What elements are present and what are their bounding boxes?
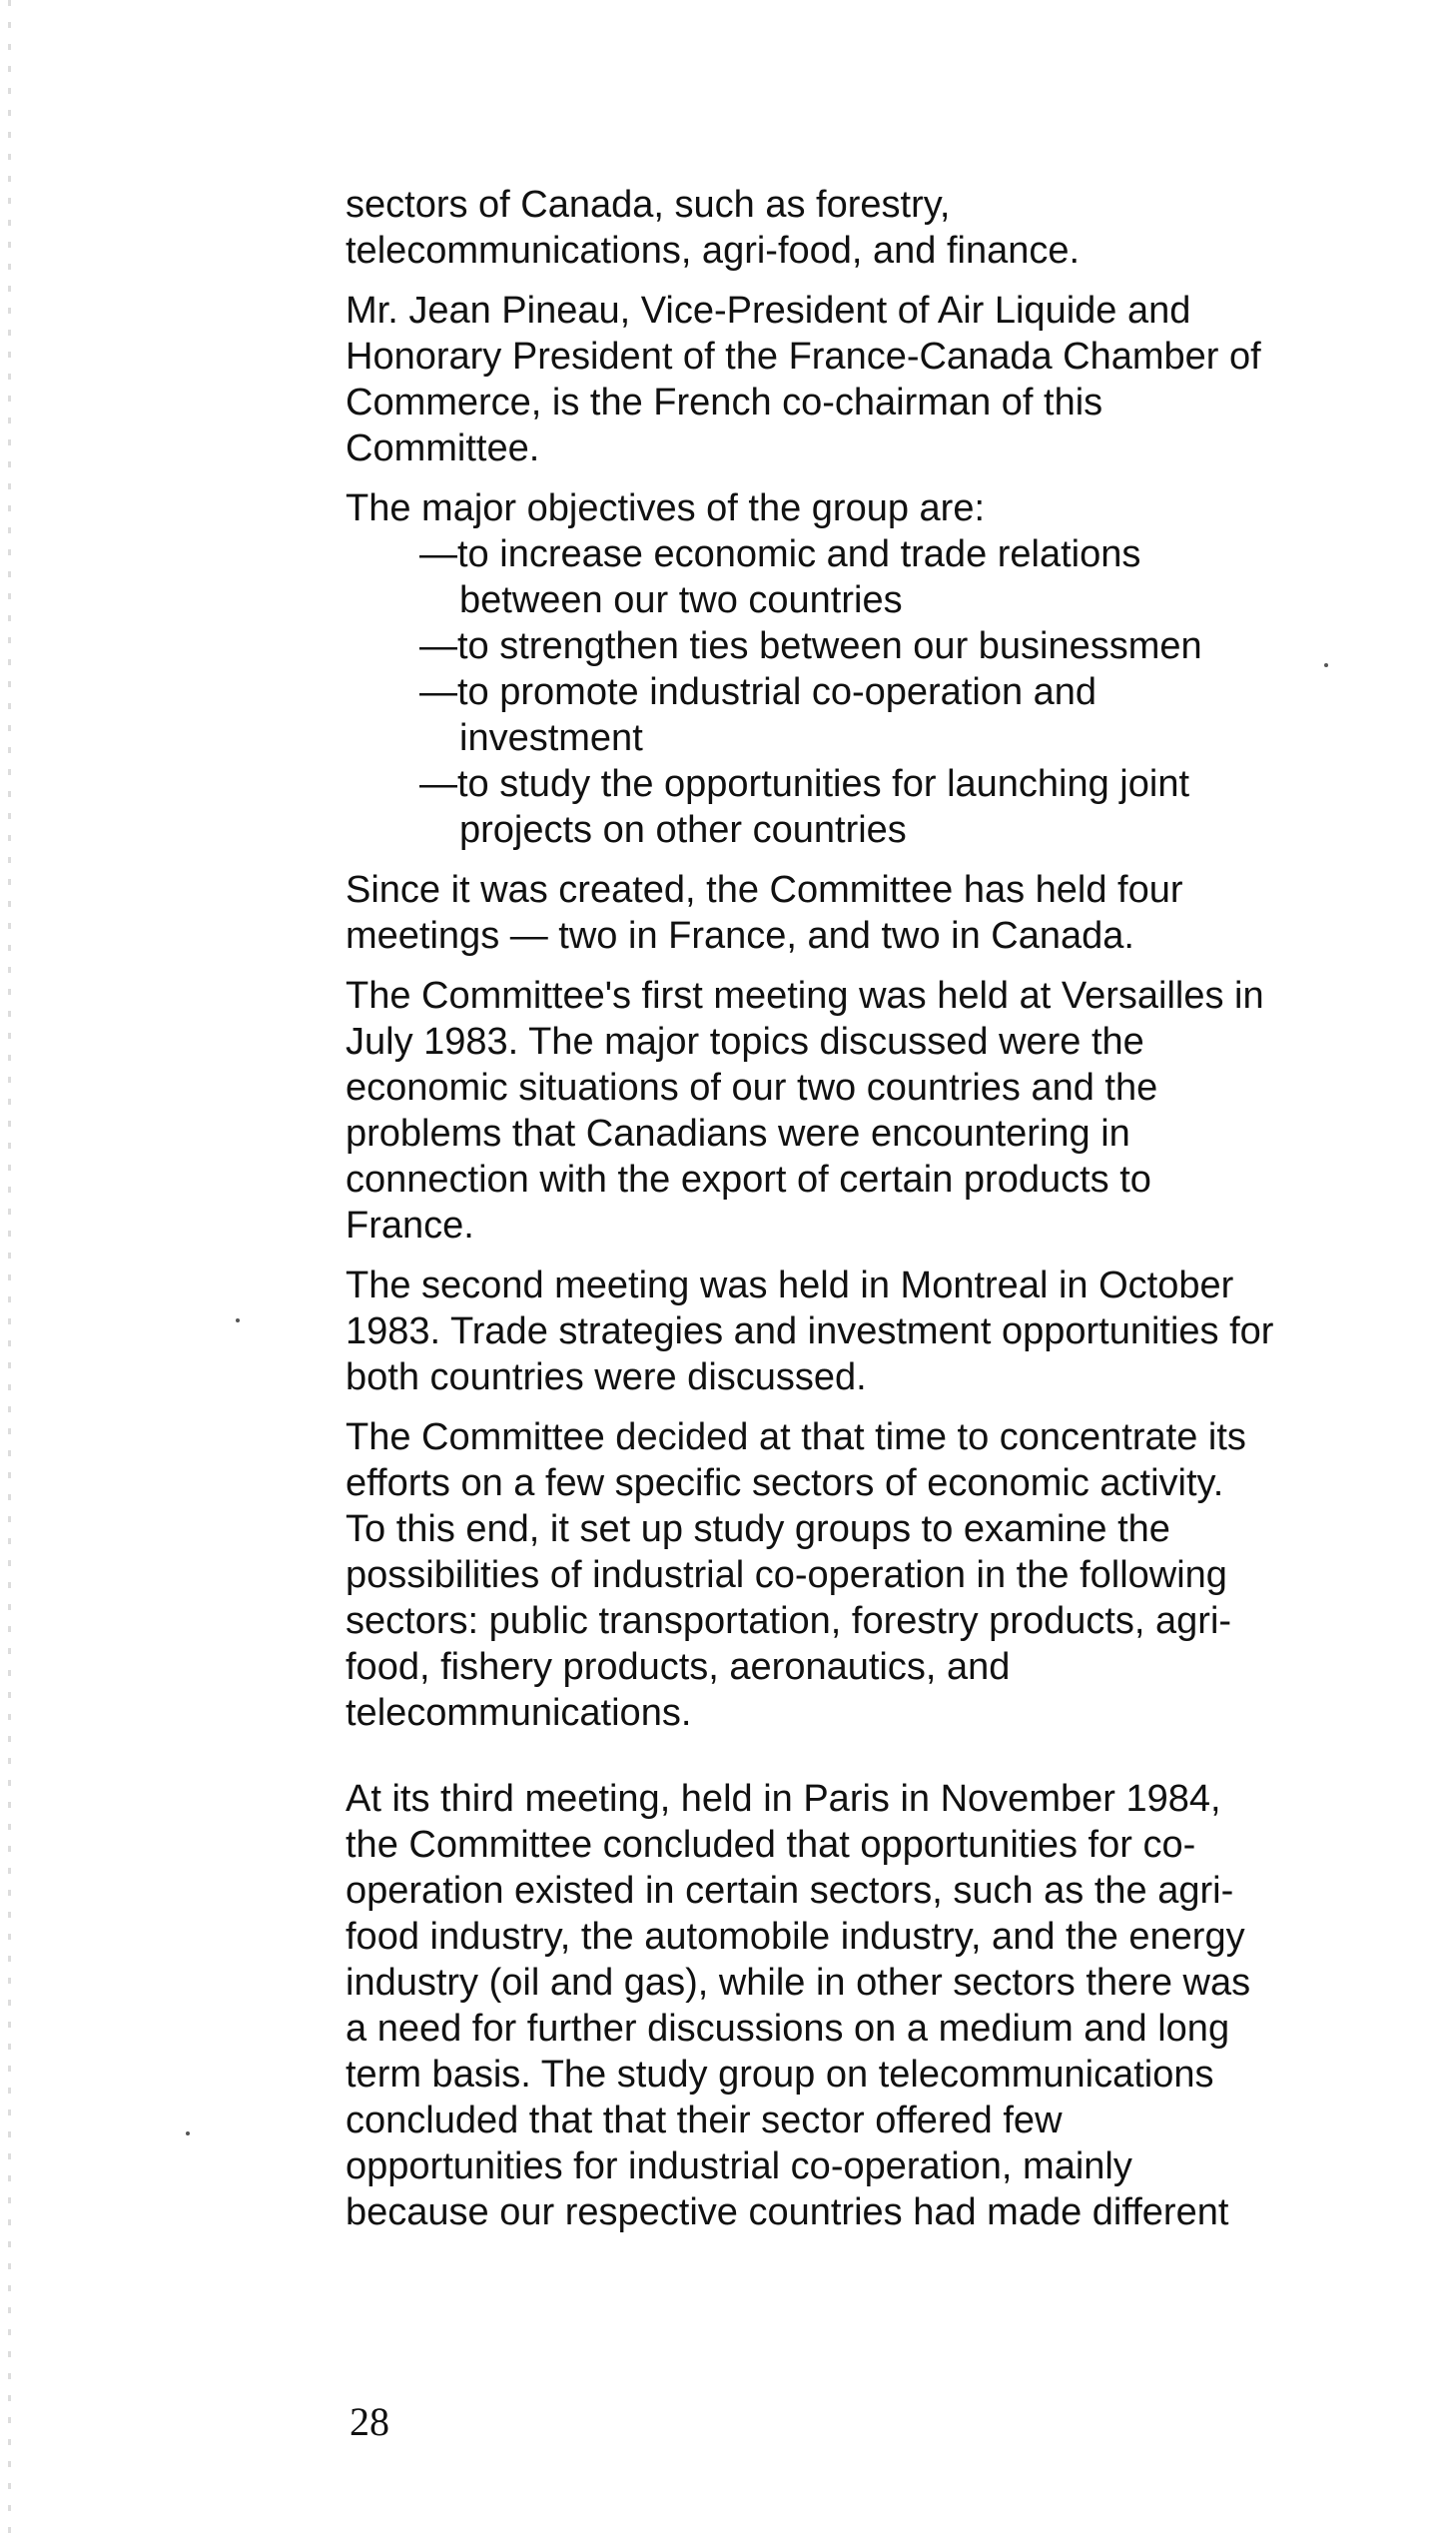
objectives-list bbox=[346, 531, 1344, 853]
paragraph-co-chairman: Mr. Jean Pineau, Vice-President of Air Liquide and Honorary President of the France-Canada Chamber of Commerce, is the French co-chairman of this Committee. bbox=[346, 290, 1261, 469]
scan-speck bbox=[186, 2131, 190, 2135]
paragraph-study-groups: The Committee decided at that time to concentrate its efforts on a few specific sectors of economic activity. To this end, it set up study groups to examine the possibilities of industrial co-operation in the following sectors: public transportation, forestry products, agri- food, fishery products, aeronautics, and telecommunications. bbox=[346, 1416, 1246, 1734]
scan-edge-shadow bbox=[8, 0, 11, 2535]
list-item: —to strengthen ties between our businessmen bbox=[419, 625, 1202, 667]
paragraph-second-meeting: The second meeting was held in Montreal in October 1983. Trade strategies and investment opportunities for both countries were discussed. bbox=[346, 1265, 1274, 1398]
scan-speck bbox=[236, 1318, 240, 1322]
paragraph-sectors: sectors of Canada, such as forestry, telecommunications, agri-food, and finance. bbox=[346, 184, 1081, 272]
list-item: —to increase economic and trade relations between our two countries bbox=[419, 533, 1141, 621]
page-number: 28 bbox=[350, 2399, 389, 2444]
paragraph-first-meeting: The Committee's first meeting was held at Versailles in July 1983. The major topics discussed were the economic situations of our two countries and the problems that Canadians were encountering in connection with the export of certain products to France. bbox=[346, 975, 1264, 1247]
paragraph-objectives-intro: The major objectives of the group are: bbox=[346, 487, 986, 529]
list-item: —to promote industrial co-operation and investment bbox=[419, 671, 1097, 759]
paragraph-third-meeting: At its third meeting, held in Paris in November 1984, the Committee concluded that opportunities for co- operation existed in certain sectors, such as the agri- food industry, the automobile industry, and the energy industry (oil and gas), while in other sectors there was a need for further discussions on a medium and long term basis. The study group on telecommunications concluded that that their sector offered few opportunities for industrial co-operation, mainly because our respective countries had made different bbox=[346, 1778, 1251, 2233]
paragraph-meetings-count: Since it was created, the Committee has held four meetings — two in France, and two in Canada. bbox=[346, 869, 1183, 957]
list-item: —to study the opportunities for launching joint projects on other countries bbox=[419, 763, 1190, 851]
body-text bbox=[346, 182, 1344, 2235]
